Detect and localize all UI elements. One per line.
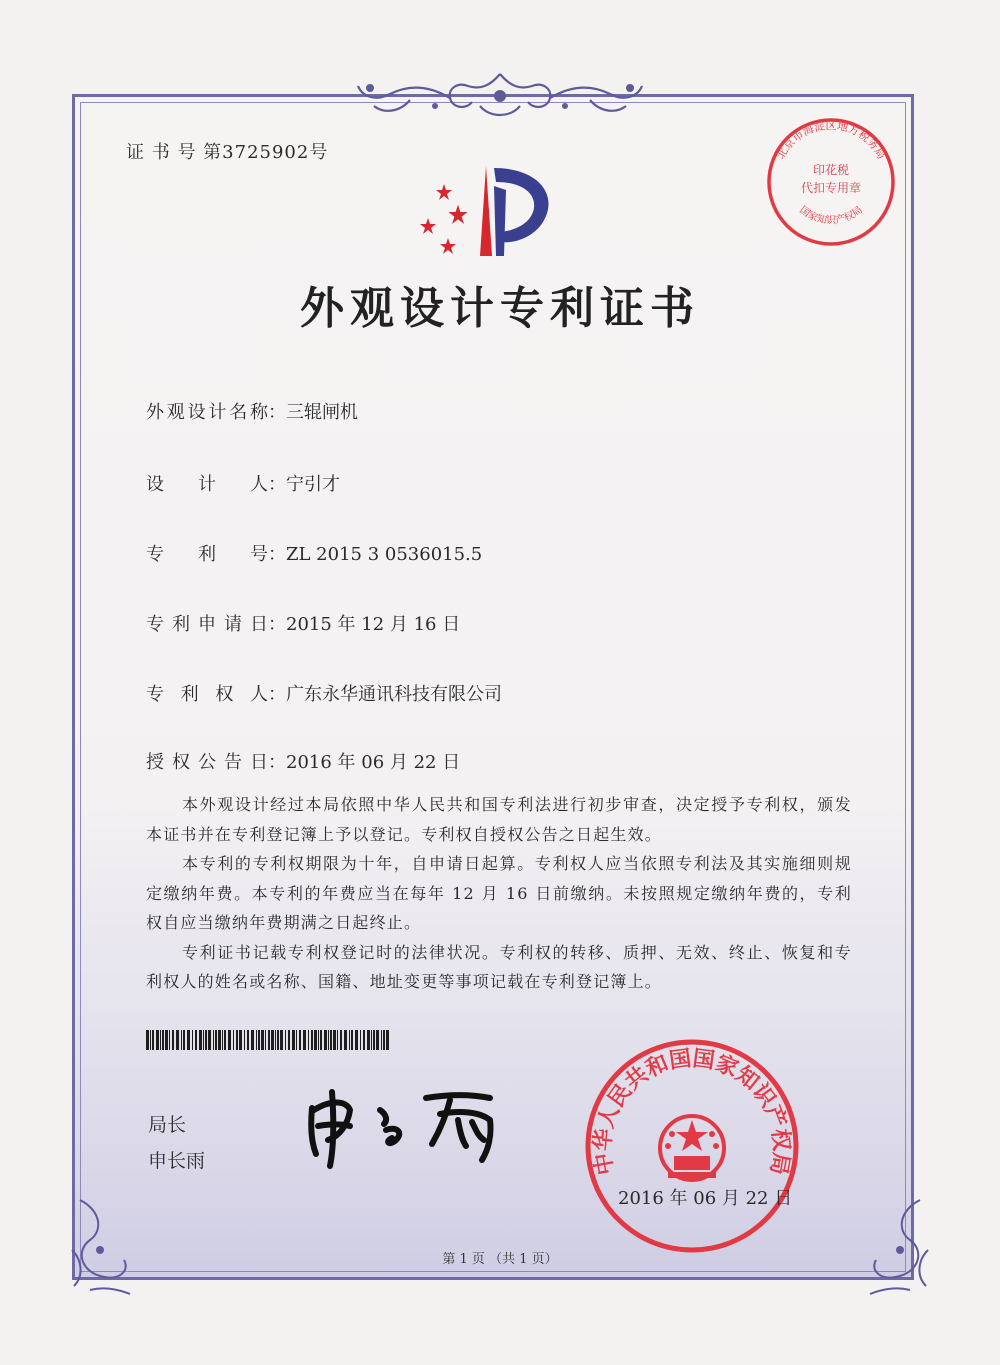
barcode-bar xyxy=(275,1030,276,1050)
body-paragraph-2: 本专利的专利权期限为十年，自申请日起算。专利权人应当依照专利法及其实施细则规定缴纳年费。本专利的年费应当在每年 12 月 16 日前缴纳。未按照规定缴纳年费的，专利权自应当缴纳年费期满之日起终止。 xyxy=(146,854,852,932)
barcode-bar xyxy=(383,1030,385,1050)
barcode-bar xyxy=(371,1030,372,1050)
field-label: 授权公告日 xyxy=(146,752,268,773)
barcode-bar xyxy=(285,1030,286,1050)
barcode-bar xyxy=(277,1030,279,1050)
seal-date: 2016 年 06 月 22 日 xyxy=(618,1188,793,1209)
barcode-bar xyxy=(386,1030,389,1050)
barcode-bar xyxy=(340,1030,342,1050)
barcode-bar xyxy=(169,1030,170,1050)
barcode-icon xyxy=(146,1030,392,1050)
field-patent-number: 专利号：ZL 2015 3 0536015.5 xyxy=(146,540,482,566)
barcode-bar xyxy=(208,1030,211,1050)
barcode-bar xyxy=(271,1030,274,1050)
barcode-bar xyxy=(299,1030,301,1050)
barcode-bar xyxy=(213,1030,214,1050)
office-seal xyxy=(582,1036,802,1256)
tax-stamp-seal xyxy=(756,110,906,250)
barcode-bar xyxy=(203,1030,204,1050)
barcode-bar xyxy=(363,1030,365,1050)
field-label: 专利申请日 xyxy=(146,614,268,635)
barcode-bar xyxy=(183,1030,185,1050)
body-paragraph-3: 专利证书记载专利权登记时的法律状况。专利权的转移、质押、无效、终止、恢复和专利权人的姓名或名称、国籍、地址变更等事项记载在专利登记簿上。 xyxy=(146,942,852,991)
bottom-right-ornament-icon xyxy=(850,1190,940,1300)
barcode-bar xyxy=(314,1030,317,1050)
tax-stamp-bottom-text: 国家知识产权局 xyxy=(797,204,865,227)
barcode-bar xyxy=(288,1030,290,1050)
barcode-bar xyxy=(247,1030,249,1050)
barcode-bar xyxy=(199,1030,202,1050)
top-ornament-icon xyxy=(340,66,660,126)
field-value: ZL 2015 3 0536015.5 xyxy=(286,544,483,565)
barcode-bar xyxy=(376,1030,379,1050)
svg-text:北京市海淀区地方税务局 xyxy=(774,118,888,161)
field-designer: 设计人：宁引才 xyxy=(146,470,340,496)
barcode-bar xyxy=(187,1030,190,1050)
barcode-bar xyxy=(150,1030,151,1050)
patent-office-logo-icon xyxy=(416,156,566,266)
barcode-bar xyxy=(349,1030,350,1050)
barcode-bar xyxy=(351,1030,353,1050)
field-patentee: 专利权人：广东永华通讯科技有限公司 xyxy=(146,680,502,706)
barcode-bar xyxy=(195,1030,197,1050)
barcode-bar xyxy=(215,1030,217,1050)
tax-stamp-line2: 代扣专用章 xyxy=(800,181,862,195)
barcode-bar xyxy=(162,1030,164,1050)
field-label: 专利权人 xyxy=(146,684,268,705)
barcode-bar xyxy=(156,1030,159,1050)
barcode-bar xyxy=(218,1030,221,1050)
barcode-bar xyxy=(239,1030,242,1050)
barcode-bar xyxy=(176,1030,179,1050)
barcode-bar xyxy=(296,1030,297,1050)
field-label: 设计人 xyxy=(146,474,268,495)
barcode-bar xyxy=(165,1030,168,1050)
barcode-bar xyxy=(328,1030,329,1050)
barcode-bar xyxy=(228,1030,231,1050)
barcode-bar xyxy=(244,1030,245,1050)
barcode-bar xyxy=(355,1030,358,1050)
barcode-bar xyxy=(303,1030,306,1050)
certificate-number: 证 书 号 第3725902号 xyxy=(126,142,329,163)
certificate-body xyxy=(146,790,852,997)
barcode-bar xyxy=(236,1030,238,1050)
barcode-bar xyxy=(330,1030,332,1050)
barcode-bar xyxy=(251,1030,254,1050)
barcode-bar xyxy=(318,1030,319,1050)
barcode-bar xyxy=(146,1030,149,1050)
field-label: 外观设计名称 xyxy=(146,402,268,423)
barcode-bar xyxy=(373,1030,375,1050)
field-grant-date: 授权公告日：2016 年 06 月 22 日 xyxy=(146,748,460,774)
field-design-name: 外观设计名称：三辊闸机 xyxy=(146,398,358,424)
barcode-bar xyxy=(261,1030,264,1050)
field-value: 广东永华通讯科技有限公司 xyxy=(286,684,502,705)
barcode-bar xyxy=(172,1030,174,1050)
barcode-bar xyxy=(160,1030,161,1050)
barcode-bar xyxy=(152,1030,154,1050)
director-title: 局长 xyxy=(148,1114,187,1136)
field-application-date: 专利申请日：2015 年 12 月 16 日 xyxy=(146,610,460,636)
barcode-bar xyxy=(333,1030,336,1050)
barcode-bar xyxy=(292,1030,295,1050)
barcode-bar xyxy=(258,1030,260,1050)
barcode-bar xyxy=(205,1030,207,1050)
field-value: 2016 年 06 月 22 日 xyxy=(286,752,461,773)
barcode-bar xyxy=(344,1030,347,1050)
director-name: 申长雨 xyxy=(148,1150,206,1172)
barcode-bar xyxy=(256,1030,257,1050)
barcode-bar xyxy=(311,1030,313,1050)
tax-stamp-arc-text: 北京市海淀区地方税务局 xyxy=(773,119,889,162)
seal-arc-text: 中华人民共和国国家知识产权局 xyxy=(590,1046,794,1177)
barcode-bar xyxy=(233,1030,234,1050)
svg-text:国家知识产权局 xyxy=(797,204,865,226)
page-number: 第 1 页 （共 1 页） xyxy=(442,1252,558,1267)
barcode-bar xyxy=(337,1030,338,1050)
field-value: 宁引才 xyxy=(286,474,340,495)
field-value: 三辊闸机 xyxy=(286,402,358,423)
barcode-bar xyxy=(381,1030,382,1050)
barcode-bar xyxy=(181,1030,182,1050)
barcode-bar xyxy=(280,1030,283,1050)
field-value: 2015 年 12 月 16 日 xyxy=(286,614,461,635)
barcode-bar xyxy=(224,1030,226,1050)
bottom-left-ornament-icon xyxy=(60,1190,150,1300)
barcode-bar xyxy=(320,1030,322,1050)
director-signature-icon xyxy=(300,1080,520,1170)
body-paragraph-1: 本外观设计经过本局依照中华人民共和国专利法进行初步审查，决定授予专利权，颁发本证书并在专利登记簿上予以登记。专利权自授权公告之日起生效。 xyxy=(146,795,852,844)
barcode-bar xyxy=(360,1030,361,1050)
barcode-bar xyxy=(268,1030,270,1050)
barcode-bar xyxy=(222,1030,223,1050)
barcode-bar xyxy=(367,1030,370,1050)
barcode-bar xyxy=(265,1030,266,1050)
certificate-title: 外观设计专利证书 xyxy=(300,283,700,334)
tax-stamp-line1: 印花税 xyxy=(812,163,850,177)
field-label: 专利号 xyxy=(146,544,268,565)
barcode-bar xyxy=(192,1030,193,1050)
barcode-bar xyxy=(324,1030,327,1050)
barcode-bar xyxy=(308,1030,309,1050)
